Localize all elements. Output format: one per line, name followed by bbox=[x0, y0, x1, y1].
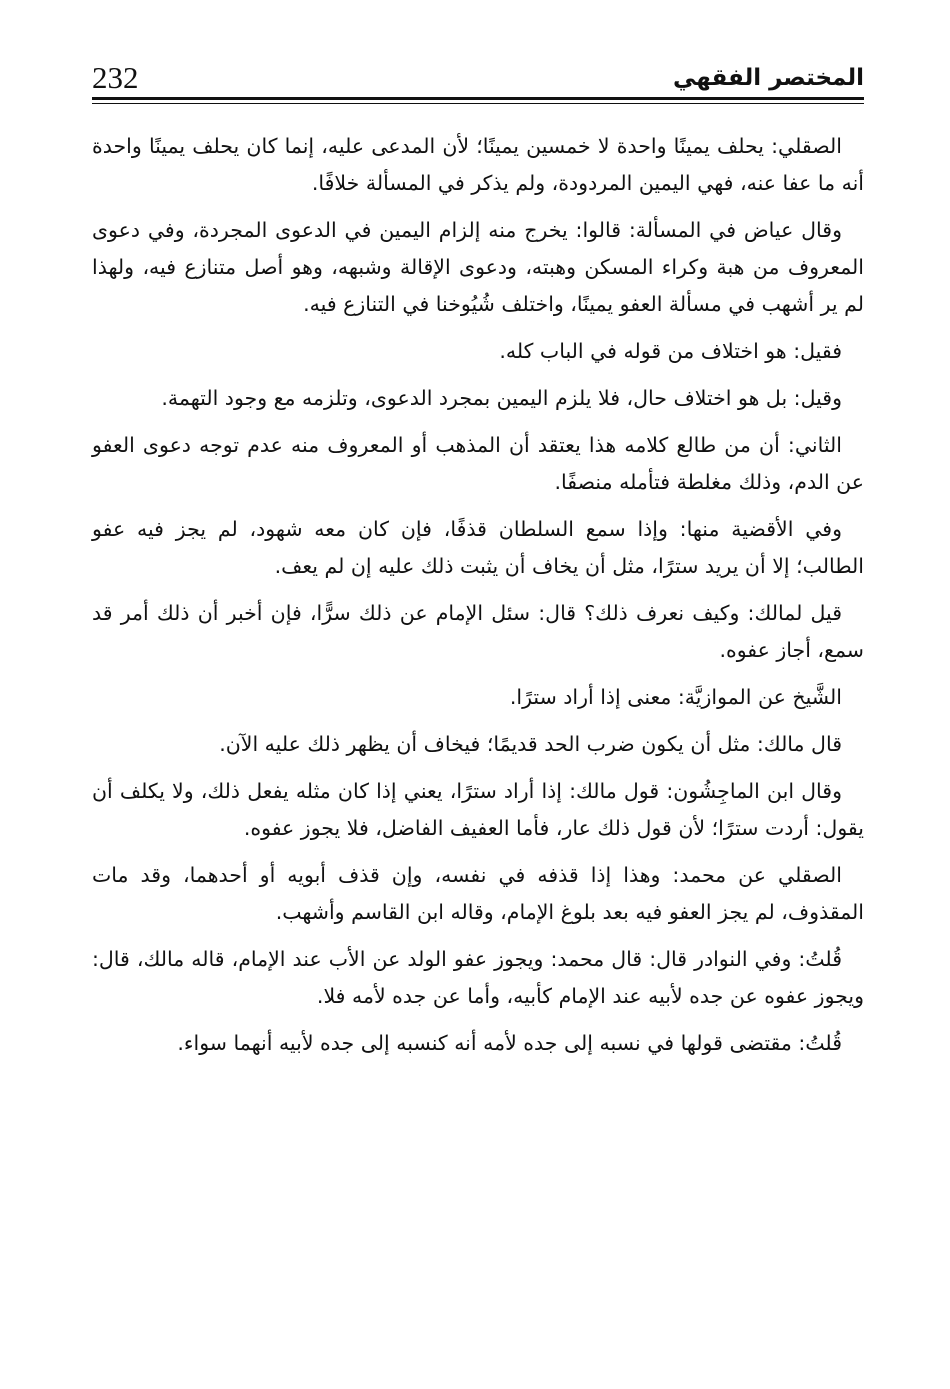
page-number: 232 bbox=[92, 60, 139, 95]
paragraph: وفي الأقضية منها: وإذا سمع السلطان قذفًا، فإن كان معه شهود، لم يجز فيه عفو الطالب؛ إلا أن يريد سترًا، مثل أن يخاف أن يثبت ذلك عليه إن لم يعف. bbox=[92, 517, 864, 578]
paragraph: قيل لمالك: وكيف نعرف ذلك؟ قال: سئل الإمام عن ذلك سرًّا، فإن أخبر أن ذلك أمر قد سمع، أجاز عفوه. bbox=[92, 601, 864, 662]
paragraph: وقيل: بل هو اختلاف حال، فلا يلزم اليمين بمجرد الدعوى، وتلزمه مع وجود التهمة. bbox=[161, 386, 842, 410]
paragraph: قُلتُ: وفي النوادر قال: قال محمد: ويجوز عفو الولد عن الأب عند الإمام، قاله مالك، قال: ويجوز عفوه عن جده لأبيه عند الإمام كأبيه، وأما عن جده لأمه فلا. bbox=[92, 947, 864, 1008]
paragraph: فقيل: هو اختلاف من قوله في الباب كله. bbox=[499, 339, 842, 363]
paragraph: الصقلي عن محمد: وهذا إذا قذفه في نفسه، وإن قذف أبويه أو أحدهما، وقد مات المقذوف، لم يجز العفو فيه بعد بلوغ الإمام، وقاله ابن القاسم وأشهب. bbox=[92, 863, 864, 924]
header-rule-thin bbox=[92, 103, 864, 104]
paragraph: قُلتُ: مقتضى قولها في نسبه إلى جده لأمه أنه كنسبه إلى جده لأبيه أنهما سواء. bbox=[177, 1031, 842, 1055]
paragraph: الشَّيخ عن الموازيَّة: معنى إذا أراد سترًا. bbox=[509, 685, 842, 709]
paragraph: وقال عياض في المسألة: قالوا: يخرج منه إلزام اليمين في الدعوى المجردة، وفي دعوى المعروف من هبة وكراء المسكن وهبته، ودعوى الإقالة وشبهه، وهو أصل متنازع فيه، ولهذا لم ير أشهب في مسألة العفو يمينًا، واختلف شُيُوخنا في التنازع فيه. bbox=[92, 218, 864, 316]
page-header bbox=[92, 58, 864, 96]
paragraph: الصقلي: يحلف يمينًا واحدة لا خمسين يمينًا؛ لأن المدعى عليه، إنما كان يحلف يمينًا واحدة أنه ما عفا عنه، فهي اليمين المردودة، ولم يذكر في المسألة خلافًا. bbox=[92, 134, 864, 195]
body-text bbox=[92, 128, 864, 1072]
paragraph: قال مالك: مثل أن يكون ضرب الحد قديمًا؛ فيخاف أن يظهر ذلك عليه الآن. bbox=[219, 732, 842, 756]
paragraph: الثاني: أن من طالع كلامه هذا يعتقد أن المذهب أو المعروف منه عدم توجه دعوى العفو عن الدم، وذلك مغلطة فتأمله منصفًا. bbox=[92, 433, 864, 494]
running-title: المختصر الفقهي bbox=[673, 65, 864, 91]
paragraph: وقال ابن الماجِشُون: قول مالك: إذا أراد سترًا، يعني إذا كان مثله يفعل ذلك، ولا يكلف أن يقول: أردت سترًا؛ لأن قول ذلك عار، فأما العفيف الفاضل، فلا يجوز عفوه. bbox=[92, 779, 864, 840]
header-rule-thick bbox=[92, 97, 864, 100]
